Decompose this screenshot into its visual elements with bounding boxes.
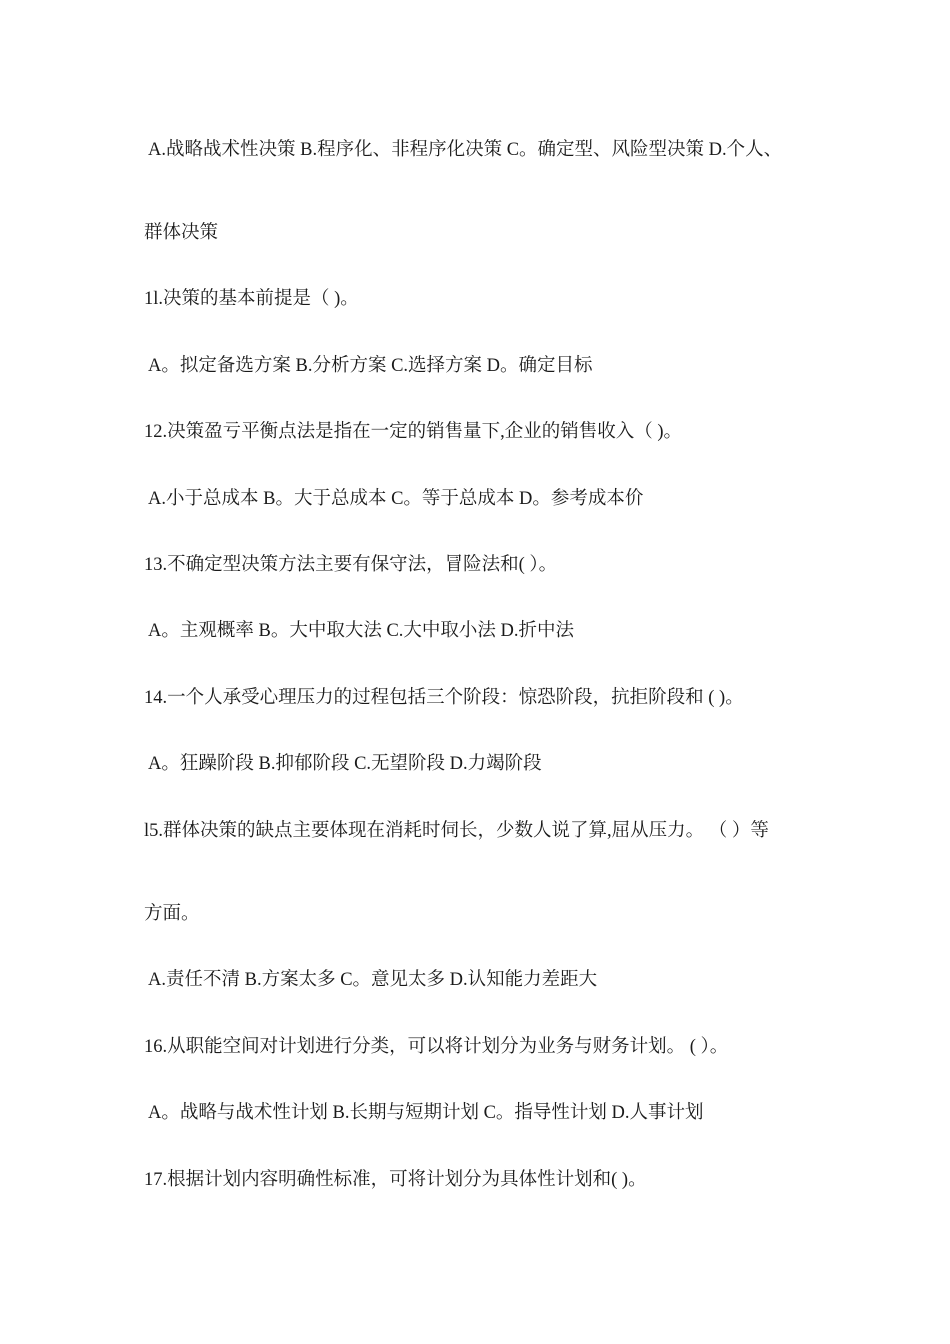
q12-options: A.小于总成本 B。大于总成本 C。等于总成本 D。参考成本价: [148, 489, 644, 509]
q16-question: 16.从职能空间对计划进行分类，可以将计划分为业务与财务计划。 ( ）。: [144, 1037, 729, 1057]
q17-question: 17.根据计划内容明确性标准，可将计划分为具体性计划和( )。: [144, 1170, 647, 1190]
q13-question: 13.不确定型决策方法主要有保守法，冒险法和( ）。: [144, 555, 558, 575]
q13-options: A。主观概率 B。大中取大法 C.大中取小法 D.折中法: [148, 621, 575, 641]
q11-options: A。拟定备选方案 B.分析方案 C.选择方案 D。确定目标: [148, 356, 593, 376]
q15-question-line-2: 方面。: [144, 904, 200, 924]
q15-question-line-1: l5.群体决策的缺点主要体现在消耗时伺长，少数人说了算,屈从压力。 （ ）等: [144, 821, 769, 841]
q16-options: A。战略与战术性计划 B.长期与短期计划 C。指导性计划 D.人事计划: [148, 1103, 704, 1123]
q10-options-line-1: A.战略战术性决策 B.程序化、非程序化决策 C。确定型、风险型决策 D.个人、: [148, 140, 783, 160]
q12-question: 12.决策盈亏平衡点法是指在一定的销售量下,企业的销售收入（ )。: [144, 422, 683, 442]
q11-question: 1l.决策的基本前提是（ )。: [144, 289, 359, 309]
q14-options: A。狂躁阶段 B.抑郁阶段 C.无望阶段 D.力竭阶段: [148, 754, 542, 774]
q14-question: 14.一个人承受心理压力的过程包括三个阶段：惊恐阶段，抗拒阶段和 ( )。: [144, 688, 744, 708]
q15-options: A.责任不清 B.方案太多 C。意见太多 D.认知能力差距大: [148, 970, 598, 990]
q10-options-line-2: 群体决策: [144, 223, 219, 243]
